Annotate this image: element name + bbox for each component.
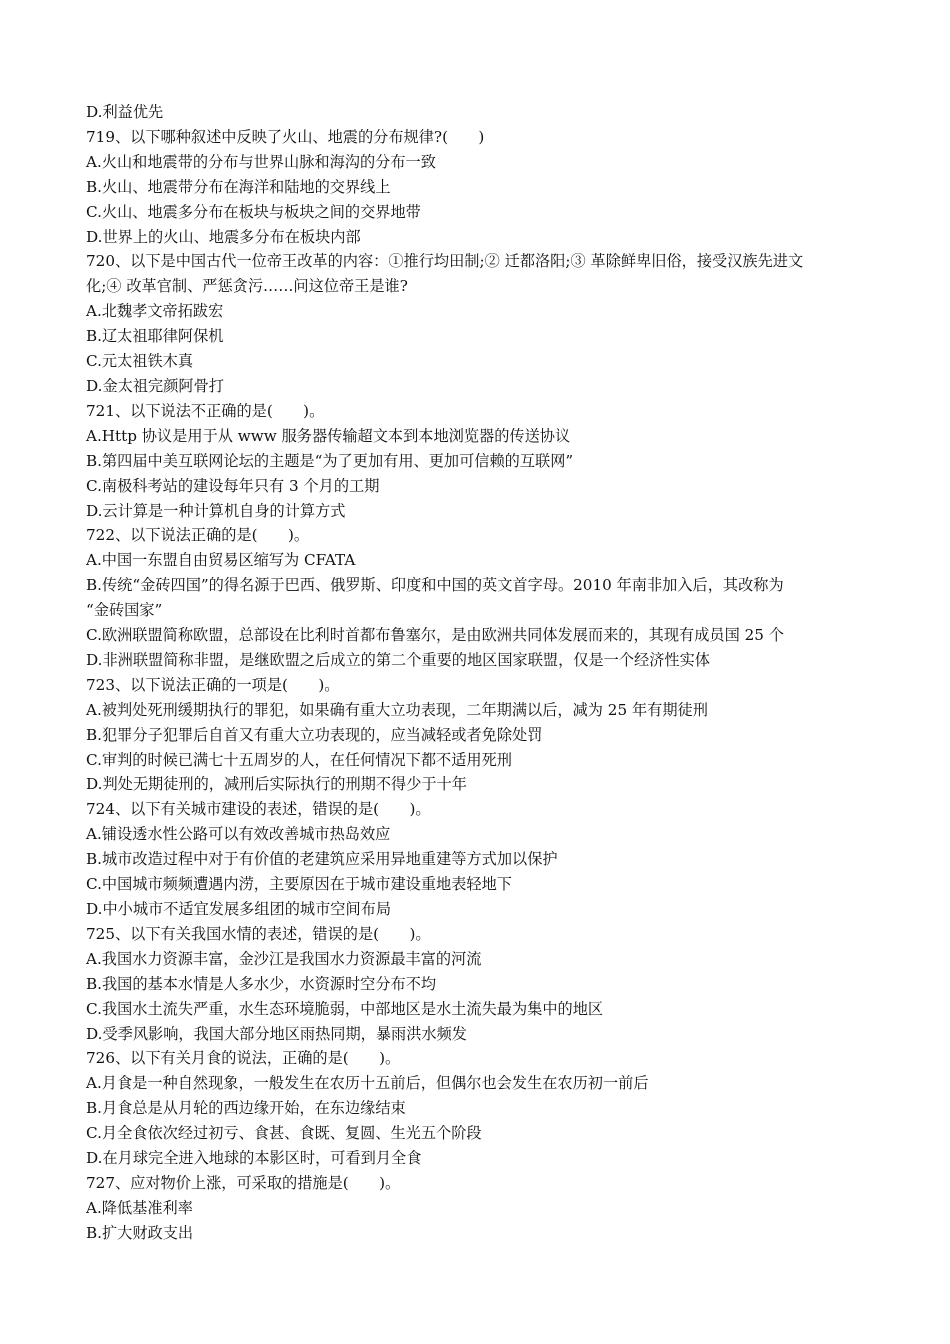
question-line: 726、以下有关月食的说法，正确的是( )。	[86, 1049, 401, 1068]
question-line: 719、以下哪种叙述中反映了火山、地震的分布规律?( )	[86, 127, 485, 146]
option-line: A.Http 协议是用于从 www 服务器传输超文本到本地浏览器的传送协议	[86, 426, 571, 445]
question-line: 727、应对物价上涨，可采取的措施是( )。	[86, 1173, 401, 1192]
option-line: A.被判处死刑缓期执行的罪犯，如果确有重大立功表现，二年期满以后，减为 25 年有期徒刑	[86, 700, 708, 719]
option-line: A.中国一东盟自由贸易区缩写为 CFATA	[86, 551, 356, 570]
option-line: D.利益优先	[86, 103, 164, 121]
option-line: C.火山、地震多分布在板块与板块之间的交界地带	[86, 202, 421, 221]
option-line: A.铺设透水性公路可以有效改善城市热岛效应	[86, 825, 391, 844]
option-line: C.元太祖铁木真	[86, 352, 194, 371]
option-line: B.我国的基本水情是人多水少，水资源时空分布不均	[86, 974, 437, 993]
option-line-continued: “金砖国家”	[86, 601, 163, 620]
question-line: 721、以下说法不正确的是( )。	[86, 401, 325, 420]
option-line: B.月食总是从月轮的西边缘开始，在东边缘结束	[86, 1099, 406, 1118]
question-line-continued: 化;④ 改革官制、严惩贪污……问这位帝王是谁?	[86, 277, 408, 296]
option-line: D.世界上的火山、地震多分布在板块内部	[86, 227, 361, 246]
question-line: 722、以下说法正确的是( )。	[86, 526, 310, 545]
option-line: B.传统“金砖四国”的得名源于巴西、俄罗斯、印度和中国的英文首字母。2010 年南非加入后，其改称为	[86, 576, 784, 595]
option-line: C.我国水土流失严重，水生态环境脆弱，中部地区是水土流失最为集中的地区	[86, 999, 604, 1018]
option-line: C.审判的时候已满七十五周岁的人，在任何情况下都不适用死刑	[86, 750, 512, 769]
option-line: A.我国水力资源丰富，金沙江是我国水力资源最丰富的河流	[86, 949, 482, 968]
question-line: 723、以下说法正确的一项是( )。	[86, 675, 340, 694]
option-line: C.欧洲联盟简称欧盟，总部设在比利时首都布鲁塞尔，是由欧洲共同体发展而来的，其现有成员国 25 个	[86, 626, 784, 645]
option-line: C.中国城市频频遭遇内涝，主要原因在于城市建设重地表轻地下	[86, 875, 512, 894]
option-line: C.月全食依次经过初亏、食甚、食既、复圆、生光五个阶段	[86, 1124, 482, 1143]
option-line: A.降低基准利率	[86, 1198, 193, 1217]
option-line: D.受季风影响，我国大部分地区雨热同期，暴雨洪水频发	[86, 1024, 467, 1043]
option-line: A.月食是一种自然现象，一般发生在农历十五前后，但偶尔也会发生在农历初一前后	[86, 1074, 649, 1093]
option-line: B.犯罪分子犯罪后自首又有重大立功表现的，应当减轻或者免除处罚	[86, 725, 543, 744]
option-line: A.北魏孝文帝拓跋宏	[86, 302, 224, 321]
option-line: B.辽太祖耶律阿保机	[86, 327, 224, 346]
option-line: B.扩大财政支出	[86, 1223, 194, 1242]
option-line: B.城市改造过程中对于有价值的老建筑应采用异地重建等方式加以保护	[86, 850, 558, 869]
option-line: D.金太祖完颜阿骨打	[86, 376, 224, 395]
option-line: D.非洲联盟简称非盟，是继欧盟之后成立的第二个重要的地区国家联盟，仅是一个经济性实体	[86, 650, 710, 669]
question-line: 725、以下有关我国水情的表述，错误的是( )。	[86, 924, 431, 943]
option-line: A.火山和地震带的分布与世界山脉和海沟的分布一致	[86, 152, 436, 171]
option-line: B.火山、地震带分布在海洋和陆地的交界线上	[86, 177, 391, 196]
option-line: D.云计算是一种计算机自身的计算方式	[86, 501, 346, 520]
option-line: B.第四届中美互联网论坛的主题是“为了更加有用、更加可信赖的互联网”	[86, 451, 574, 470]
question-line: 724、以下有关城市建设的表述，错误的是( )。	[86, 800, 431, 819]
option-line: D.判处无期徒刑的，减刑后实际执行的刑期不得少于十年	[86, 775, 467, 794]
question-line: 720、以下是中国古代一位帝王改革的内容：①推行均田制;② 迁都洛阳;③ 革除鲜卑旧俗，接受汉族先进文	[86, 252, 804, 271]
option-line: C.南极科考站的建设每年只有 3 个月的工期	[86, 476, 380, 495]
option-line: D.在月球完全进入地球的本影区时，可看到月全食	[86, 1149, 422, 1168]
option-line: D.中小城市不适宜发展多组团的城市空间布局	[86, 900, 392, 918]
